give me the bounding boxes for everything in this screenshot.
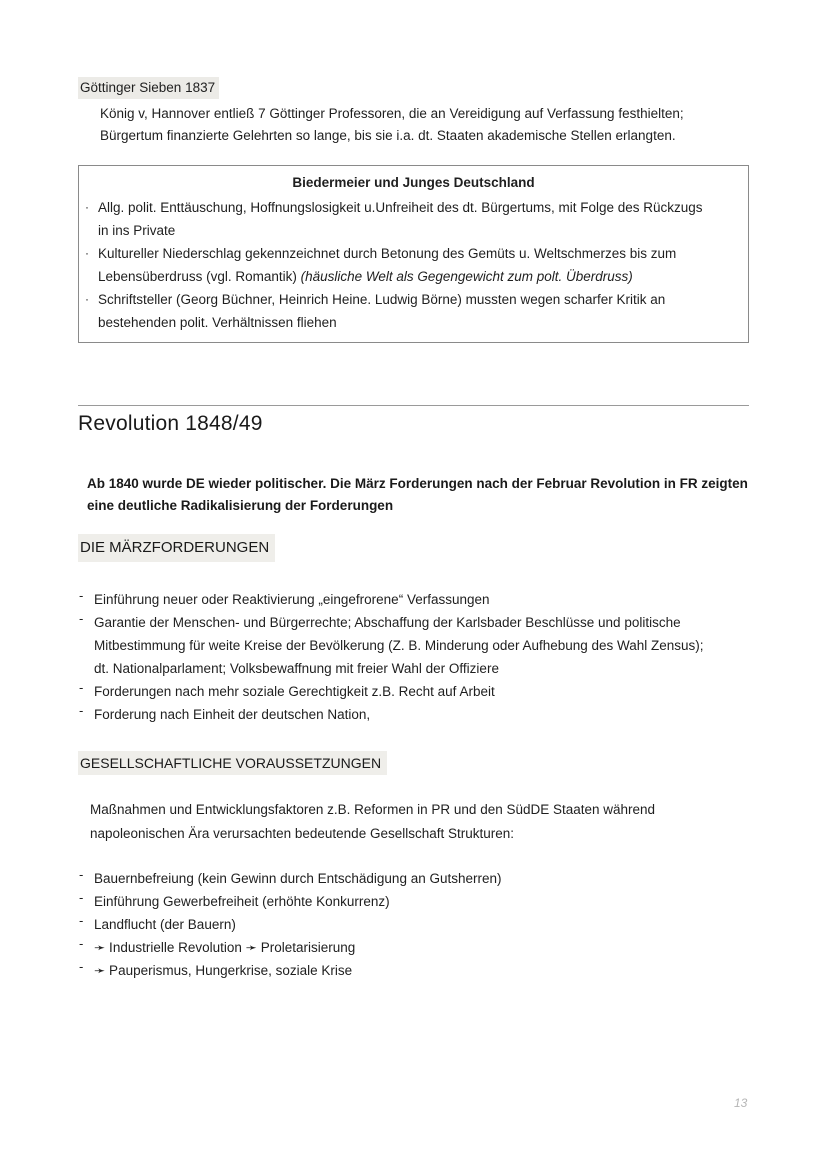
item-line: Forderung nach Einheit der deutschen Nation,: [94, 707, 371, 722]
revolution-title: Revolution 1848/49: [78, 412, 263, 435]
biedermeier-box: [78, 165, 749, 343]
item-text: Lebensüberdruss (vgl. Romantik): [98, 269, 301, 284]
dash-icon: -: [79, 913, 84, 928]
list-item: [78, 913, 768, 936]
item-line: Bauernbefreiung (kein Gewinn durch Entschädigung an Gutsherren): [94, 871, 502, 886]
list-item: [78, 890, 768, 913]
bullet-icon: ·: [85, 200, 89, 214]
bullet-icon: ·: [85, 292, 89, 306]
gesellschaftliche-list: [78, 867, 768, 982]
list-item: [78, 867, 768, 890]
bullet-icon: ·: [85, 246, 89, 260]
revolution-intro: [87, 473, 767, 517]
item-line: dt. Nationalparlament; Volksbewaffnung mit freier Wahl der Offiziere: [94, 661, 499, 676]
text-line: Maßnahmen und Entwicklungsfaktoren z.B. Reformen in PR und den SüdDE Staaten während: [90, 802, 656, 817]
item-line: [98, 265, 748, 288]
item-line: Schriftsteller (Georg Büchner, Heinrich Heine. Ludwig Börne) mussten wegen scharfer Kritik an: [98, 292, 666, 307]
goettinger-line: Bürgertum finanzierte Gelehrten so lange, bis sie i.a. dt. Staaten akademische Stellen erlangten.: [100, 128, 676, 143]
item-line: Einführung Gewerbefreiheit (erhöhte Konkurrenz): [94, 894, 390, 909]
dash-icon: -: [79, 890, 84, 905]
item-line: Forderungen nach mehr soziale Gerechtigkeit z.B. Recht auf Arbeit: [94, 684, 495, 699]
dash-icon: -: [79, 703, 84, 718]
goettinger-line: König v, Hannover entließ 7 Göttinger Professoren, die an Vereidigung auf Verfassung festhielten;: [100, 106, 684, 121]
goettinger-sieben-text: [100, 103, 760, 147]
biedermeier-list: [79, 196, 748, 334]
text-line: napoleonischen Ära verursachten bedeutende Gesellschaft Strukturen:: [90, 826, 515, 841]
intro-line: Ab 1840 wurde DE wieder politischer. Die März Forderungen nach der Februar Revolution in FR zeigten: [87, 476, 748, 491]
section-divider: [78, 405, 749, 406]
biedermeier-item: [79, 288, 748, 334]
biedermeier-item: [79, 196, 748, 242]
item-line: Kultureller Niederschlag gekennzeichnet durch Betonung des Gemüts u. Weltschmerzes bis zum: [98, 246, 677, 261]
list-item: [78, 611, 768, 680]
maerzforderungen-list: [78, 588, 768, 726]
gesellschaftliche-heading: GESELLSCHAFTLICHE VORAUSSETZUNGEN: [78, 751, 387, 775]
page-number: 13: [734, 1096, 748, 1110]
list-item: [78, 703, 768, 726]
item-italic-text: (häusliche Welt als Gegengewicht zum polt. Überdruss): [300, 269, 633, 284]
biedermeier-item: [79, 242, 748, 288]
item-line: Allg. polit. Enttäuschung, Hoffnungslosigkeit u.Unfreiheit des dt. Bürgertums, mit Folge des Rückzugs: [98, 200, 703, 215]
goettinger-sieben-label: Göttinger Sieben 1837: [78, 77, 219, 99]
gesellschaftliche-text: [90, 798, 770, 846]
list-item: [78, 588, 768, 611]
item-line: Mitbestimmung für weite Kreise der Bevölkerung (Z. B. Minderung oder Aufhebung des Wahl Zensus);: [94, 638, 704, 653]
item-line: Garantie der Menschen- und Bürgerrechte; Abschaffung der Karlsbader Beschlüsse und politische: [94, 615, 681, 630]
dash-icon: -: [79, 588, 84, 603]
list-item: [78, 959, 768, 982]
maerzforderungen-heading: DIE MÄRZFORDERUNGEN: [78, 534, 275, 562]
list-item: [78, 680, 768, 703]
list-item: [78, 936, 768, 959]
item-line: Einführung neuer oder Reaktivierung „eingefrorene“ Verfassungen: [94, 592, 490, 607]
item-line: ➛ Pauperismus, Hungerkrise, soziale Krise: [94, 963, 353, 978]
item-line: bestehenden polit. Verhältnissen fliehen: [98, 315, 337, 330]
item-line: in ins Private: [98, 223, 176, 238]
biedermeier-title: Biedermeier und Junges Deutschland: [292, 175, 535, 190]
dash-icon: -: [79, 611, 84, 626]
dash-icon: -: [79, 680, 84, 695]
dash-icon: -: [79, 936, 84, 951]
item-line: ➛ Industrielle Revolution ➛ Proletarisierung: [94, 940, 356, 955]
dash-icon: -: [79, 867, 84, 882]
intro-line: eine deutliche Radikalisierung der Forderungen: [87, 498, 394, 513]
dash-icon: -: [79, 959, 84, 974]
item-line: Landflucht (der Bauern): [94, 917, 236, 932]
